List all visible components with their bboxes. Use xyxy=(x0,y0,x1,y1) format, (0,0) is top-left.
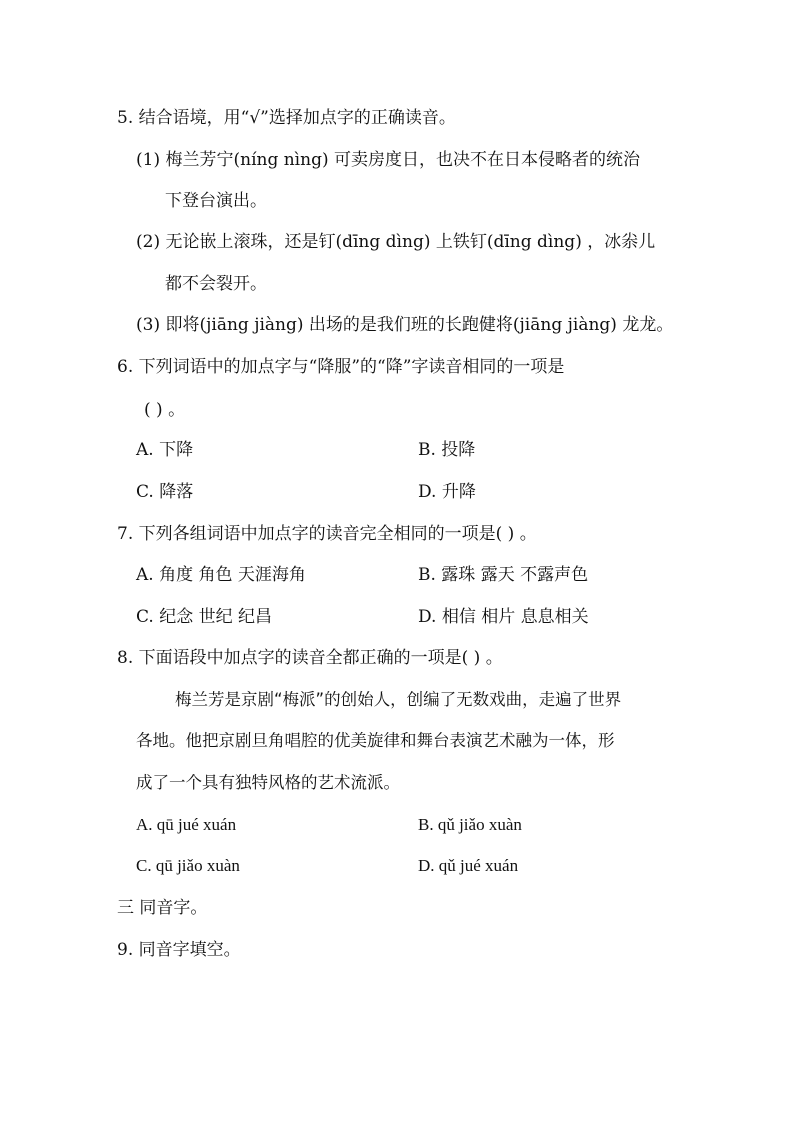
question-8-option-c: C. qū jiǎo xuàn xyxy=(136,856,240,875)
question-8-passage-line-1: 梅兰芳是京剧“梅派”的创始人，创编了无数戏曲，走遍了世界 xyxy=(175,690,622,709)
question-8-option-d: D. qǔ jué xuán xyxy=(418,856,519,875)
question-8-passage-line-3: 成了一个具有独特风格的艺术流派。 xyxy=(136,773,400,792)
question-5-item-1-line-2: 下登台演出。 xyxy=(165,191,267,211)
question-7-option-a: A. 角度 角色 天涯海角 xyxy=(136,565,306,585)
question-5-item-3-line-1: (3) 即将(jiāng jiàng) 出场的是我们班的长跑健将(jiāng jiàng) 龙龙。 xyxy=(136,315,674,335)
question-8-passage-line-2: 各地。他把京剧旦角唱腔的优美旋律和舞台表演艺术融为一体，形 xyxy=(136,731,615,750)
question-5-item-1-line-1: (1) 梅兰芳宁(níng nìng) 可卖房度日，也决不在日本侵略者的统治 xyxy=(136,150,640,170)
question-6-option-d: D. 升降 xyxy=(418,482,476,502)
question-7-title: 7. 下列各组词语中加点字的读音完全相同的一项是( ) 。 xyxy=(117,524,537,544)
question-7-option-d: D. 相信 相片 息息相关 xyxy=(418,607,589,627)
question-5-item-2-line-2: 都不会裂开。 xyxy=(165,274,267,294)
question-6-answer-blank: ( ) 。 xyxy=(144,400,186,420)
question-6-option-a: A. 下降 xyxy=(136,440,194,460)
section-3-heading: 三 同音字。 xyxy=(117,898,208,918)
question-8-title: 8. 下面语段中加点字的读音全都正确的一项是( ) 。 xyxy=(117,648,503,668)
question-7-option-c: C. 纪念 世纪 纪昌 xyxy=(136,607,273,627)
question-9-title: 9. 同音字填空。 xyxy=(117,940,241,960)
question-5-item-2-line-1: (2) 无论嵌上滚珠，还是钉(dīng dìng) 上铁钉(dīng dìng) ，冰尜儿 xyxy=(136,232,656,252)
question-6-option-b: B. 投降 xyxy=(418,440,476,460)
question-8-option-b: B. qǔ jiǎo xuàn xyxy=(418,815,522,834)
question-5-title: 5. 结合语境，用“√”选择加点字的正确读音。 xyxy=(117,108,456,128)
question-8-option-a: A. qū jué xuán xyxy=(136,815,237,834)
question-6-option-c: C. 降落 xyxy=(136,482,194,502)
question-7-option-b: B. 露珠 露天 不露声色 xyxy=(418,565,589,585)
question-6-title: 6. 下列词语中的加点字与“降服”的“降”字读音相同的一项是 xyxy=(117,357,565,377)
